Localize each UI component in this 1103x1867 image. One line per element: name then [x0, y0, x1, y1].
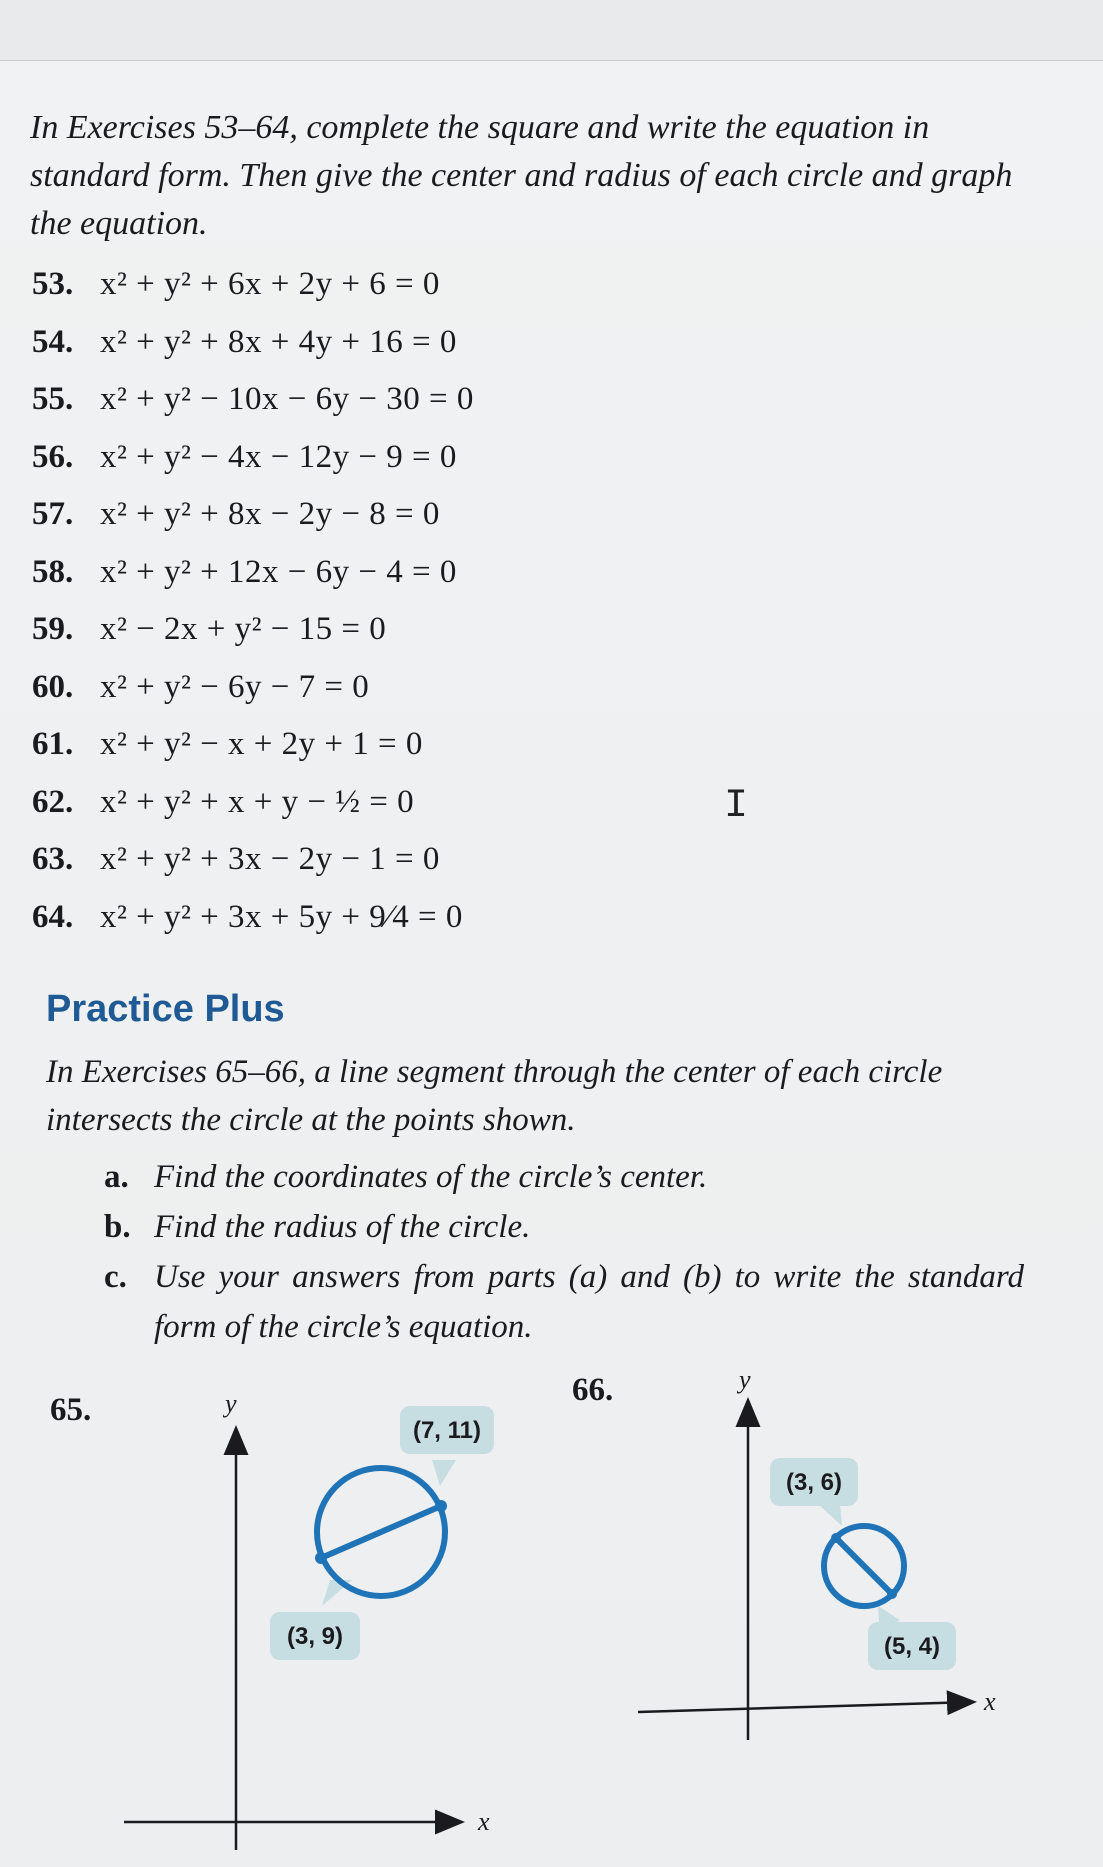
exercise-number: 62. [32, 783, 74, 820]
exercise-equation: x² + y² + 12x − 6y − 4 = 0 [100, 553, 457, 590]
exercise-number: 56. [32, 438, 74, 475]
diameter-segment [836, 1538, 892, 1594]
part-text: Find the coordinates of the circle’s center. [154, 1159, 708, 1195]
part-text: Find the radius of the circle. [154, 1209, 531, 1245]
figure-66-label: 66. [572, 1372, 614, 1408]
exercise-number: 54. [32, 323, 74, 360]
exercise-number: 60. [32, 668, 74, 705]
exercise-number: 63. [32, 841, 74, 877]
section-heading: Practice Plus [46, 988, 285, 1030]
exercise-equation: x² + y² − 4x − 12y − 9 = 0 [100, 438, 457, 475]
exercise-equation: x² + y² + 3x + 5y + 9⁄4 = 0 [100, 898, 463, 935]
diameter-segment [321, 1506, 441, 1558]
exercise-number: 61. [32, 726, 74, 762]
exercise-number: 55. [32, 381, 74, 417]
endpoint-dot [435, 1500, 447, 1512]
callout-pointer [432, 1460, 456, 1486]
x-axis-label: x [984, 1687, 996, 1716]
point-label-5-4: (5, 4) [883, 1633, 941, 1660]
figure-66-graph [638, 1365, 996, 1740]
figure-65-graph [124, 1389, 494, 1850]
exercise-equation: x² + y² − 6y − 7 = 0 [100, 668, 370, 705]
exercise-instructions: In Exercises 53–64, complete the square and write the equation in standard form. Then give the center and radius of each circle and graph the equation. [30, 109, 1013, 242]
endpoint-dot [831, 1533, 841, 1543]
exercise-number: 57. [32, 496, 74, 532]
part-letter: b. [104, 1209, 131, 1245]
part-letter: c. [104, 1259, 127, 1295]
exercise-equation: x² + y² − 10x − 6y − 30 = 0 [100, 381, 474, 417]
endpoint-dot [887, 1589, 897, 1599]
part-text: Use your answers from parts (a) and (b) to write the standard form of the circle’s equation. [154, 1259, 1024, 1345]
exercise-number: 64. [32, 898, 74, 935]
exercise-equation: x² + y² + 3x − 2y − 1 = 0 [100, 841, 440, 877]
exercise-number: 53. [32, 266, 74, 302]
x-axis [638, 1702, 972, 1712]
x-axis-label: x [478, 1807, 490, 1836]
practice-instructions: In Exercises 65–66, a line segment through the center of each circle intersects the circle at the points shown. [46, 1054, 943, 1138]
callout-pointer [818, 1504, 842, 1526]
part-letter: a. [104, 1159, 129, 1195]
exercise-number: 59. [32, 611, 74, 647]
figure-65-label: 65. [50, 1392, 92, 1428]
text-cursor-icon: I [724, 784, 749, 829]
point-label-7-11: (7, 11) [412, 1417, 482, 1444]
y-axis-label: y [739, 1365, 751, 1394]
exercise-equation: x² + y² + 8x − 2y − 8 = 0 [100, 496, 440, 532]
point-label-3-6: (3, 6) [785, 1469, 843, 1496]
endpoint-dot [315, 1552, 327, 1564]
exercise-equation: x² + y² − x + 2y + 1 = 0 [100, 726, 423, 762]
exercise-equation: x² − 2x + y² − 15 = 0 [100, 611, 387, 647]
exercise-equation: x² + y² + x + y − ½ = 0 [100, 783, 415, 820]
point-label-3-9: (3, 9) [286, 1623, 344, 1650]
y-axis-label: y [225, 1389, 237, 1418]
exercise-number: 58. [32, 553, 74, 590]
exercise-equation: x² + y² + 6x + 2y + 6 = 0 [100, 266, 440, 302]
exercise-equation: x² + y² + 8x + 4y + 16 = 0 [100, 323, 457, 360]
